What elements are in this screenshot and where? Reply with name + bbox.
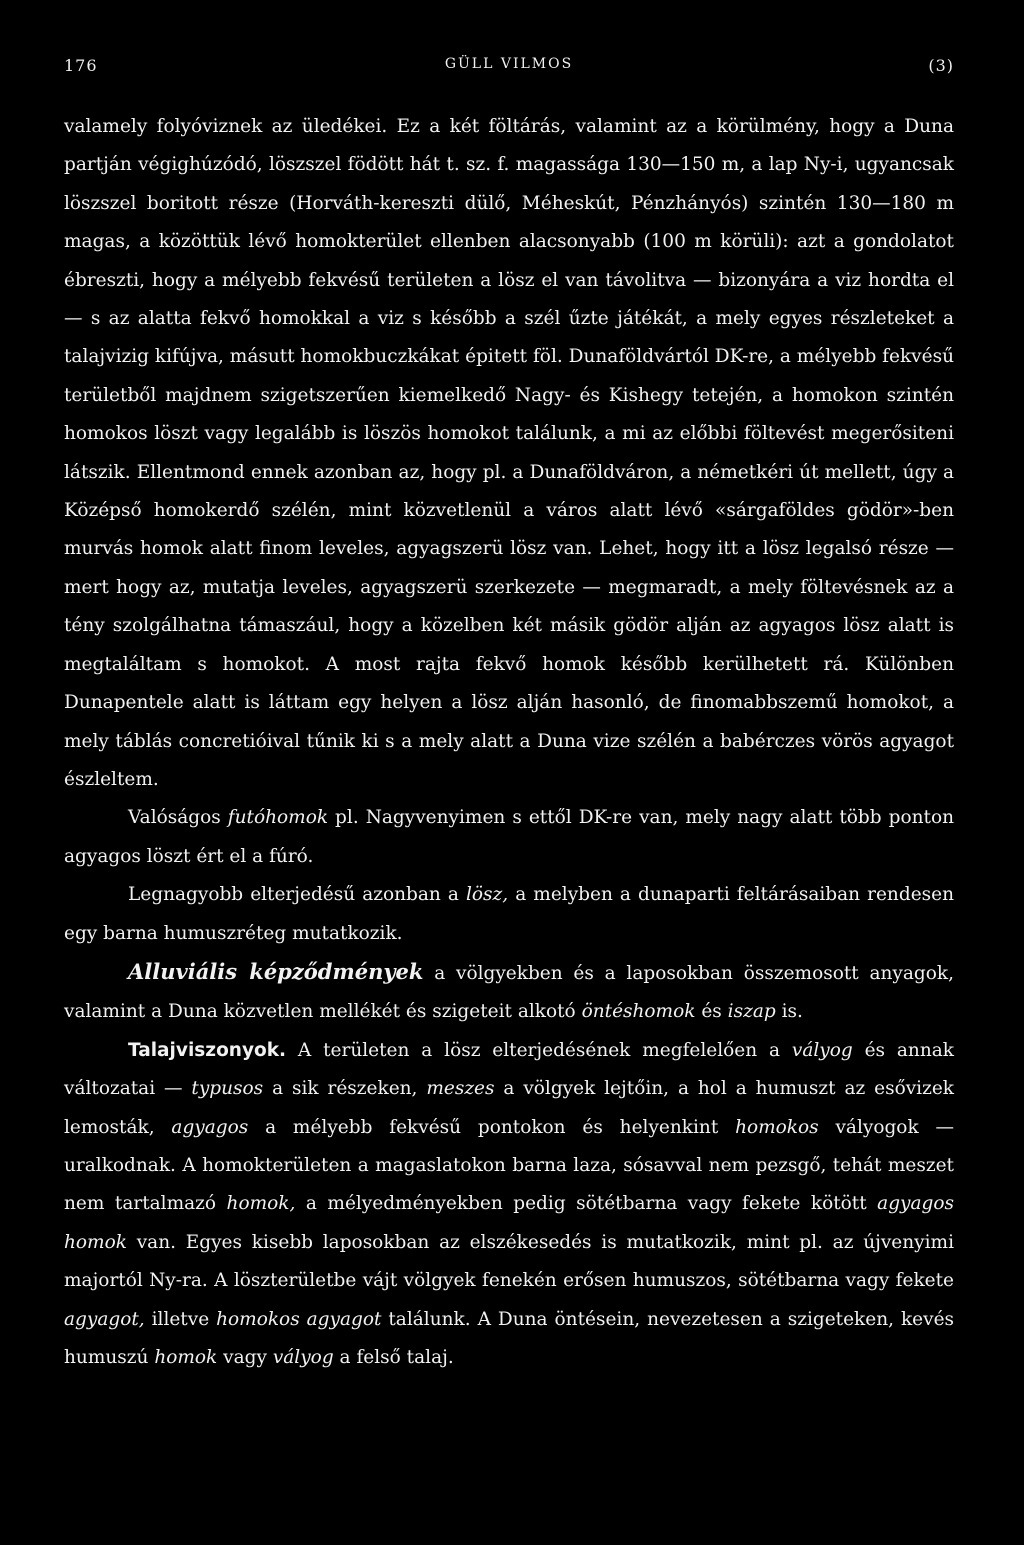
emphasized-text: agyagos — [171, 1116, 249, 1138]
emphasized-text: homok — [154, 1347, 218, 1368]
paragraph — [64, 799, 954, 876]
paragraph — [64, 876, 954, 953]
text-run: a sik részeken, — [263, 1078, 427, 1100]
text-run: a völgyek lejtőin, a hol a humuszt az esővizek lemosták, — [64, 1078, 955, 1138]
text-run: és — [695, 1001, 728, 1023]
text-run: Legnagyobb elterjedésű azonban a — [128, 884, 466, 906]
text-run: a völgyekben és a laposokban összemosott anyagok, valamint a Duna közvetlen mellékét és szigeteit alkotó — [64, 962, 954, 1023]
emphasized-text: agyagos homok — [64, 1193, 954, 1253]
emphasized-text: lösz, — [465, 884, 509, 906]
text-run: vagy — [217, 1347, 273, 1368]
emphasized-text: typusos — [191, 1078, 264, 1100]
running-title: GÜLL VILMOS — [444, 56, 574, 72]
emphasized-text: iszap — [727, 1001, 776, 1023]
emphasized-text: vályog — [791, 1039, 853, 1061]
emphasized-text: meszes — [426, 1078, 495, 1100]
page — [64, 56, 954, 1516]
text-run: is. — [775, 1001, 803, 1023]
text-run: pl. Nagyvenyimen s ettől DK-re van, mely nagy alatt több ponton agyagos löszt ért el a fúró. — [64, 807, 955, 867]
text-run: és annak változatai — — [64, 1039, 954, 1100]
text-run: illetve — [144, 1308, 217, 1330]
emphasized-text: homok, — [226, 1193, 296, 1215]
text-run: A területen a lösz elterjedésének megfelelően a — [286, 1039, 792, 1061]
emphasized-text: Talajviszonyok. — [128, 1039, 287, 1061]
paragraph — [64, 953, 954, 1032]
page-number: 176 — [64, 56, 98, 75]
emphasized-text: homokos — [735, 1116, 819, 1138]
body-text — [64, 108, 954, 1377]
running-header — [64, 56, 954, 96]
emphasized-text: Alluviális képződmények — [128, 958, 424, 984]
emphasized-text: agyagot, — [64, 1308, 145, 1330]
emphasized-text: futóhomok — [227, 807, 329, 829]
text-run: a felső talaj. — [333, 1347, 454, 1368]
text-run: a melyben a dunaparti feltárásaiban rendesen egy barna humuszréteg mutatkozik. — [64, 884, 954, 944]
text-run: találunk. A Duna öntésein, nevezetesen a szigeteken, kevés humuszú — [64, 1308, 955, 1368]
text-run: valamely folyóviznek az üledékei. Ez a két föltárás, valamint az a körülmény, hogy a Duna partján végighúzódó, löszszel födött hát t. sz. f. magassága 130—150 m, a lap Ny-i, ugyancsak löszszel boritott része (Horváth-kereszti dülő, Méheskút, Pénzhányós) szintén 130—180 m magas, a közöttük lévő homokterület ellenben alacsonyabb (100 m körüli): azt a gondolatot ébreszti, hogy a mélyebb fekvésű területen a lösz el van távolitva — bizonyára a viz hordta el — s az alatta fekvő homokkal a viz s később a szél űzte játékát, a mely egyes részleteket a talajvizig kifújva, másutt homokbuczkákat épitett föl. Dunaföldvártól DK-re, a mélyebb fekvésű területből majdnem szigetszerűen kiemelkedő Nagy- és Kishegy tetején, a homokon szintén homokos löszt vagy legalább is löszös homokot találunk, a mi az előbbi föltevést megerősiteni látszik. Ellentmond ennek azonban az, hogy pl. a Dunaföldváron, a németkéri út mellett, úgy a Középső homokerdő szélén, mint közvetlenül a város alatt lévő «sárgaföldes gödör»-ben murvás homok alatt finom leveles, agyagszerü lösz van. Lehet, hogy itt a lösz legalsó része — mert hogy az, mutatja leveles, agyagszerü szerkezete — megmaradt, a mely föltevésnek az a tény szolgálhatna támaszául, hogy a közelben két másik gödör alján az agyagos lösz alatt is megtaláltam s homokot. A most rajta fekvő homok később kerülhetett rá. Különben Dunapentele alatt is láttam egy helyen a lösz alján hasonló, de finomabbszemű homokot, a mely táblás concretióival tűnik ki s a mely alatt a Duna vize szélén a babérczes vörös agyagot észleltem. — [64, 116, 954, 790]
text-run: a mélyebb fekvésű pontokon és helyenkint — [248, 1116, 736, 1138]
emphasized-text: öntéshomok — [581, 1001, 696, 1023]
paragraph — [64, 108, 954, 799]
text-run: vályogok — uralkodnak. A homokterületen a magaslatokon barna laza, sósavval nem pezsgő, tehát meszet nem tartalmazó — [64, 1116, 954, 1215]
emphasized-text: vályog — [272, 1347, 334, 1368]
section-number: (3) — [928, 56, 954, 75]
text-run: Valóságos — [128, 807, 228, 829]
text-run: a mélyedményekben pedig sötétbarna vagy fekete kötött — [295, 1193, 878, 1215]
text-run: van. Egyes kisebb laposokban az elszékesedés is mutatkozik, mint pl. az újvenyimi majortól Ny-ra. A löszterületbe vájt völgyek fenekén erősen humuszos, sötétbarna vagy fekete — [64, 1231, 954, 1292]
paragraph — [64, 1032, 954, 1378]
emphasized-text: homokos agyagot — [216, 1308, 382, 1330]
